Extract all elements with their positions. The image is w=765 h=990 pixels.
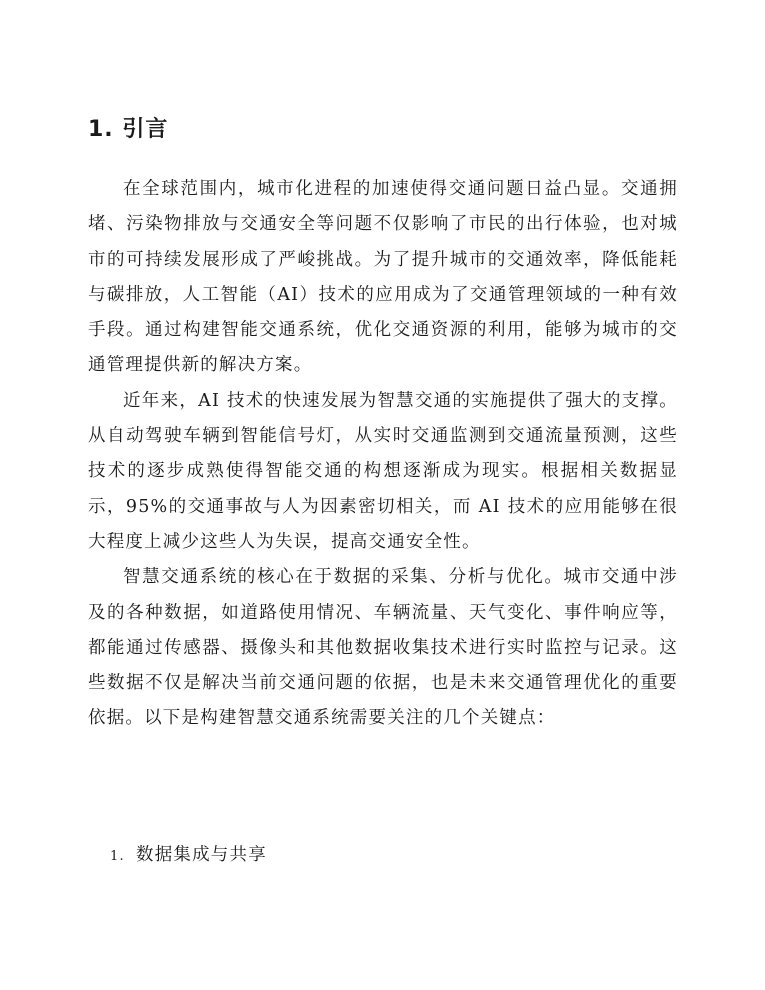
list-item-number: 1. [110,849,125,864]
list-item [110,838,267,874]
body-text [88,172,678,737]
numbered-list [110,838,267,874]
paragraph-1: 在全球范围内，城市化进程的加速使得交通问题日益凸显。交通拥堵、污染物排放与交通安全等问题不仅影响了市民的出行体验，也对城市的可持续发展形成了严峻挑战。为了提升城市的交通效率，降低能耗与碳排放，人工智能（AI）技术的应用成为了交通管理领域的一种有效手段。通过构建智能交通系统，优化交通资源的利用，能够为城市的交通管理提供新的解决方案。 [88,179,678,376]
paragraph-3: 智慧交通系统的核心在于数据的采集、分析与优化。城市交通中涉及的各种数据，如道路使用情况、车辆流量、天气变化、事件响应等，都能通过传感器、摄像头和其他数据收集技术进行实时监控与记录。这些数据不仅是解决当前交通问题的依据，也是未来交通管理优化的重要依据。以下是构建智慧交通系统需要关注的几个关键点： [88,567,678,729]
list-item-text: 数据集成与共享 [136,845,267,865]
section-heading: 1. 引言 [88,117,169,142]
paragraph-2: 近年来，AI 技术的快速发展为智慧交通的实施提供了强大的支撑。从自动驾驶车辆到智能信号灯，从实时交通监测到交通流量预测，这些技术的逐步成熟使得智能交通的构想逐渐成为现实。根据相关数据显示，95%的交通事故与人为因素密切相关，而 AI 技术的应用能够在很大程度上减少这些人为失误，提高交通安全性。 [88,390,678,552]
